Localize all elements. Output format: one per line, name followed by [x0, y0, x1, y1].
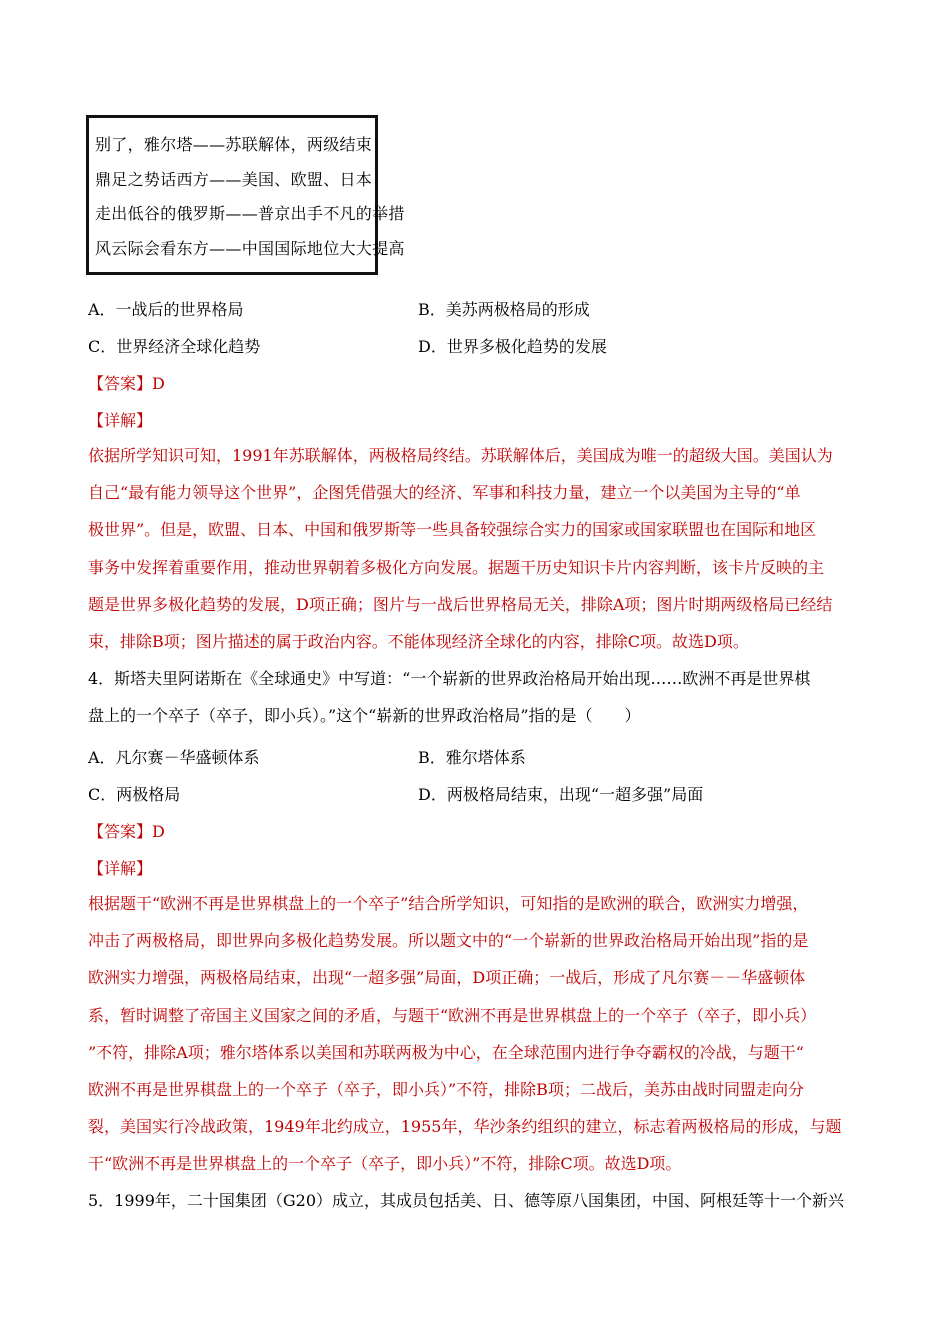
q4-option-c: C．两极格局 [88, 785, 181, 804]
card-line: 走出低谷的俄罗斯——普京出手不凡的举措 [95, 204, 405, 223]
q3-option-c: C．世界经济全球化趋势 [88, 337, 261, 356]
card-line: 风云际会看东方——中国国际地位大大提高 [95, 238, 405, 258]
explanation-line: ”不符，排除A项；雅尔塔体系以美国和苏联两极为中心，在全球范围内进行争夺霸权的冷战，与题干“ [88, 1042, 804, 1062]
q4-explanation [88, 885, 860, 1183]
q4-detail-label: 【详解】 [88, 859, 153, 878]
q4-option-d: D．两极格局结束，出现“一超多强”局面 [418, 785, 704, 804]
explanation-line: 欧洲实力增强，两极格局结束，出现“一超多强”局面，D项正确；一战后，形成了凡尔赛－－华盛顿体 [88, 968, 806, 988]
q3-answer-label: 【答案】D [88, 374, 165, 393]
explanation-line: 题是世界多极化趋势的发展，D项正确；图片与一战后世界格局无关，排除A项；图片时期两级格局已经结 [88, 594, 833, 614]
card-line: 别了，雅尔塔——苏联解体，两级结束 [95, 135, 373, 154]
explanation-line: 依据所学知识可知，1991年苏联解体，两极格局终结。苏联解体后，美国成为唯一的超级大国。美国认为 [88, 446, 833, 465]
q4-option-a: A．凡尔赛－华盛顿体系 [88, 748, 260, 767]
q3-option-a: A．一战后的世界格局 [88, 300, 244, 319]
q3-option-b: B．美苏两极格局的形成 [418, 300, 590, 319]
explanation-line: 欧洲不再是世界棋盘上的一个卒子（卒子，即小兵）”不符，排除B项；二战后，美苏由战时同盟走向分 [88, 1080, 804, 1100]
q4-stem [88, 660, 860, 734]
q3-option-d: D．世界多极化趋势的发展 [418, 337, 607, 356]
explanation-line: 束，排除B项；图片描述的属于政治内容。不能体现经济全球化的内容，排除C项。故选D项。 [88, 632, 749, 652]
explanation-line: 干“欧洲不再是世界棋盘上的一个卒子（卒子，即小兵）”不符，排除C项。故选D项。 [88, 1154, 682, 1174]
explanation-line: 系，暂时调整了帝国主义国家之间的矛盾，与题干“欧洲不再是世界棋盘上的一个卒子（卒子，即小兵） [88, 1005, 817, 1025]
stem-line: 盘上的一个卒子（卒子，即小兵）。”这个“崭新的世界政治格局”指的是（ ） [88, 706, 641, 726]
q4-answer-label: 【答案】D [88, 822, 165, 841]
q4-option-b: B．雅尔塔体系 [418, 748, 526, 767]
explanation-line: 自己“最有能力领导这个世界”，企图凭借强大的经济、军事和科技力量，建立一个以美国为主导的“单 [88, 483, 801, 503]
stem-line: 5．1999年，二十国集团（G20）成立，其成员包括美、日、德等原八国集团，中国、阿根廷等十一个新兴 [88, 1191, 845, 1210]
history-knowledge-card [86, 115, 405, 275]
explanation-line: 根据题干“欧洲不再是世界棋盘上的一个卒子”结合所学知识，可知指的是欧洲的联合，欧洲实力增强， [88, 894, 809, 913]
stem-line: 4．斯塔夫里阿诺斯在《全球通史》中写道：“一个崭新的世界政治格局开始出现……欧洲不再是世界棋 [88, 669, 811, 688]
explanation-line: 裂，美国实行冷战政策，1949年北约成立，1955年，华沙条约组织的建立，标志着两极格局的形成，与题 [88, 1117, 842, 1137]
q3-detail-label: 【详解】 [88, 411, 153, 430]
q5-stem [88, 1182, 860, 1219]
explanation-line: 冲击了两极格局，即世界向多极化趋势发展。所以题文中的“一个崭新的世界政治格局开始出现”指的是 [88, 931, 809, 951]
q3-explanation [88, 437, 860, 660]
card-line: 鼎足之势话西方——美国、欧盟、日本 [95, 169, 373, 189]
explanation-line: 事务中发挥着重要作用，推动世界朝着多极化方向发展。据题干历史知识卡片内容判断，该卡片反映的主 [88, 557, 825, 577]
explanation-line: 极世界”。但是，欧盟、日本、中国和俄罗斯等一些具备较强综合实力的国家或国家联盟也在国际和地区 [88, 520, 817, 540]
